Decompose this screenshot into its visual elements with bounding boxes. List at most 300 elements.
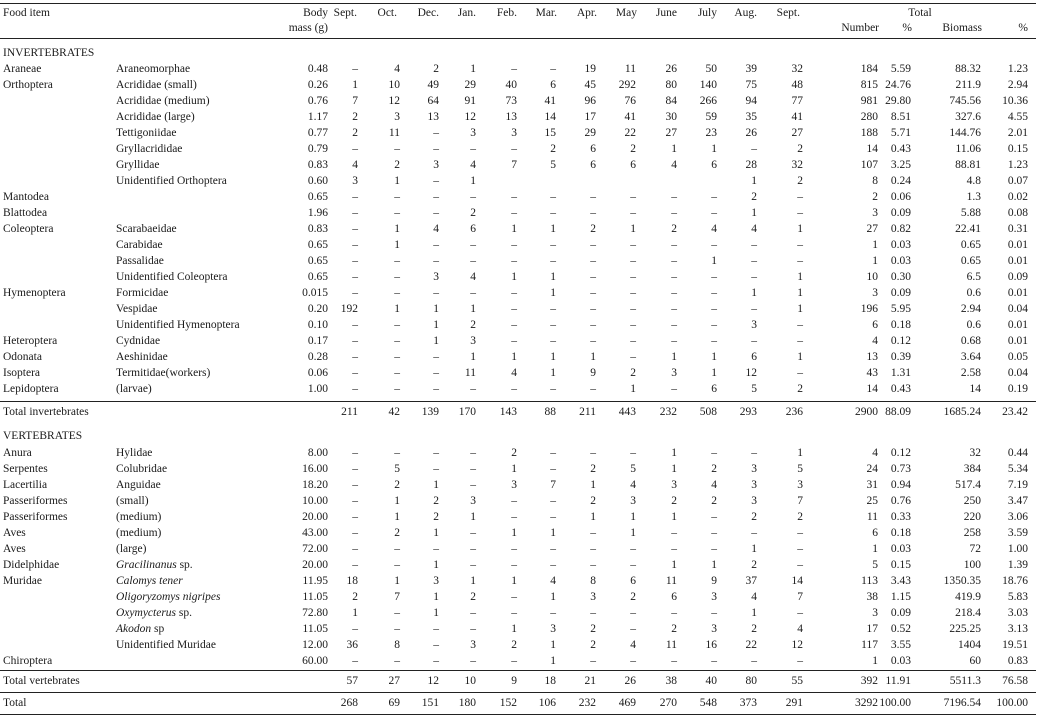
- month-count: –: [394, 271, 400, 283]
- month-count: 4: [511, 367, 517, 379]
- month-count: 2: [470, 319, 476, 331]
- pre-total-vertebrates-rule: [0, 670, 1036, 671]
- body-mass-value: 11.95: [302, 575, 328, 587]
- taxon-family-name: (small): [116, 495, 149, 507]
- total-number-percent: 3.55: [890, 639, 911, 651]
- total-biomass-percent: 3.06: [1007, 511, 1028, 523]
- total-number: 24: [866, 463, 878, 475]
- total-biomass: 4.8: [966, 175, 981, 187]
- taxon-order: Serpentes: [3, 463, 48, 475]
- month-count: 40: [705, 675, 717, 687]
- month-count: 1: [671, 511, 677, 523]
- month-count: –: [394, 351, 400, 363]
- total-biomass: 2.94: [960, 303, 981, 315]
- header-month-1: Sept.: [333, 7, 357, 19]
- month-count: –: [590, 239, 596, 251]
- total-biomass: 88.81: [955, 159, 981, 171]
- month-count: 1: [711, 143, 717, 155]
- month-count: –: [470, 655, 476, 667]
- month-count: 2: [352, 127, 358, 139]
- month-count: –: [433, 239, 439, 251]
- month-count: 2: [470, 591, 476, 603]
- total-biomass-percent: 0.01: [1007, 287, 1028, 299]
- month-count: –: [352, 335, 358, 347]
- month-count: –: [797, 335, 803, 347]
- month-count: –: [511, 655, 517, 667]
- header-month-6: Mar.: [535, 7, 557, 19]
- month-count: 35: [745, 111, 757, 123]
- month-count: –: [433, 623, 439, 635]
- total-number-percent: 0.15: [890, 559, 911, 571]
- month-count: –: [590, 271, 596, 283]
- month-count: –: [352, 367, 358, 379]
- month-count: 1: [797, 223, 803, 235]
- month-count: 2: [352, 591, 358, 603]
- month-count: 2: [797, 511, 803, 523]
- month-count: –: [671, 271, 677, 283]
- month-count: 1: [711, 559, 717, 571]
- taxon-order: Heteroptera: [3, 335, 58, 347]
- total-label: Total vertebrates: [3, 675, 80, 687]
- total-number: 38: [866, 591, 878, 603]
- total-number-percent: 0.94: [890, 479, 911, 491]
- body-mass-value: 0.65: [307, 191, 328, 203]
- month-count: 268: [340, 697, 358, 709]
- month-count: 106: [538, 697, 556, 709]
- month-count: 7: [797, 495, 803, 507]
- month-count: –: [711, 239, 717, 251]
- section-heading: INVERTEBRATES: [3, 47, 95, 59]
- pre-total-rule: [0, 692, 1036, 693]
- month-count: 1: [433, 607, 439, 619]
- month-count: –: [797, 207, 803, 219]
- total-number-percent: 0.09: [890, 607, 911, 619]
- month-count: 75: [745, 79, 757, 91]
- month-count: –: [352, 447, 358, 459]
- taxon-family-name: Calomys tener: [116, 575, 183, 587]
- month-count: 232: [578, 697, 596, 709]
- total-biomass-percent: 5.83: [1007, 591, 1028, 603]
- total-biomass: 258: [963, 527, 981, 539]
- month-count: 180: [458, 697, 476, 709]
- taxon-order: Lepidoptera: [3, 383, 59, 395]
- total-biomass: 211.9: [955, 79, 981, 91]
- total-number: 117: [861, 639, 878, 651]
- month-count: 508: [699, 406, 717, 418]
- month-count: 6: [550, 79, 556, 91]
- month-count: –: [711, 335, 717, 347]
- month-count: 3: [630, 495, 636, 507]
- total-biomass: 144.76: [949, 127, 981, 139]
- month-count: –: [590, 543, 596, 555]
- month-count: 1: [671, 447, 677, 459]
- month-count: 548: [699, 697, 717, 709]
- month-count: 140: [699, 79, 717, 91]
- month-count: –: [797, 319, 803, 331]
- body-mass-value: 0.015: [302, 287, 328, 299]
- month-count: 1: [671, 559, 677, 571]
- taxon-order: Aves: [3, 543, 26, 555]
- taxon-order: Mantodea: [3, 191, 49, 203]
- month-count: –: [352, 191, 358, 203]
- taxon-family: [116, 142, 182, 156]
- total-biomass-percent: 0.02: [1007, 191, 1028, 203]
- total-biomass-percent: 0.31: [1007, 223, 1028, 235]
- month-count: 1: [711, 255, 717, 267]
- month-count: –: [352, 527, 358, 539]
- month-count: –: [711, 303, 717, 315]
- total-biomass: 419.9: [955, 591, 981, 603]
- month-count: 64: [427, 95, 439, 107]
- taxon-order: Hymenoptera: [3, 287, 66, 299]
- month-count: –: [433, 655, 439, 667]
- month-count: –: [751, 271, 757, 283]
- month-count: 291: [785, 697, 803, 709]
- month-count: –: [590, 255, 596, 267]
- month-count: 139: [421, 406, 439, 418]
- header-food-item: Food item: [3, 7, 50, 19]
- month-count: 2: [751, 559, 757, 571]
- month-count: 73: [505, 95, 517, 107]
- total-biomass: 517.4: [955, 479, 981, 491]
- total-number: 188: [860, 127, 878, 139]
- month-count: –: [352, 511, 358, 523]
- month-count: 13: [427, 111, 439, 123]
- month-count: 26: [745, 127, 757, 139]
- total-number-percent: 0.43: [890, 383, 911, 395]
- month-count: –: [433, 639, 439, 651]
- month-count: 11: [665, 639, 677, 651]
- month-count: –: [511, 559, 517, 571]
- month-count: 27: [388, 675, 400, 687]
- total-number-percent: 5.95: [890, 303, 911, 315]
- total-biomass-percent: 0.08: [1007, 207, 1028, 219]
- total-number-percent: 0.03: [890, 239, 911, 251]
- total-biomass-percent: 7.19: [1007, 479, 1028, 491]
- month-count: 1: [394, 175, 400, 187]
- month-count: 6: [711, 159, 717, 171]
- month-count: 6: [751, 351, 757, 363]
- month-count: 2: [630, 143, 636, 155]
- total-biomass-percent: 5.34: [1007, 463, 1028, 475]
- month-count: 1: [511, 527, 517, 539]
- month-count: –: [671, 239, 677, 251]
- month-count: 23: [705, 127, 717, 139]
- month-count: 1: [751, 207, 757, 219]
- total-biomass: 384: [963, 463, 981, 475]
- taxon-family-name: Passalidae: [116, 255, 164, 267]
- month-count: 3: [394, 111, 400, 123]
- month-count: –: [550, 495, 556, 507]
- header-rule: [0, 38, 1036, 39]
- month-count: –: [630, 623, 636, 635]
- month-count: 2: [394, 527, 400, 539]
- month-count: –: [630, 303, 636, 315]
- body-mass-value: 0.83: [307, 159, 328, 171]
- month-count: 6: [590, 143, 596, 155]
- month-count: 1: [511, 223, 517, 235]
- total-biomass: 1.3: [966, 191, 981, 203]
- month-count: 2: [797, 143, 803, 155]
- month-count: –: [470, 623, 476, 635]
- total-number: 5: [872, 559, 878, 571]
- month-count: 1: [797, 303, 803, 315]
- month-count: –: [671, 255, 677, 267]
- taxon-family-name: Termitidae(workers): [116, 367, 211, 379]
- top-rule: [0, 3, 1036, 4]
- month-count: –: [394, 655, 400, 667]
- month-count: –: [711, 319, 717, 331]
- total-number-percent: 3.43: [890, 575, 911, 587]
- total-biomass-percent: 0.83: [1007, 655, 1028, 667]
- taxon-family: [116, 94, 210, 108]
- month-count: –: [550, 607, 556, 619]
- month-count: 2: [671, 223, 677, 235]
- month-count: –: [550, 383, 556, 395]
- month-count: –: [511, 191, 517, 203]
- month-count: 1: [352, 79, 358, 91]
- month-count: 57: [346, 675, 358, 687]
- total-biomass-percent: 2.01: [1007, 127, 1028, 139]
- month-count: 1: [550, 655, 556, 667]
- month-count: –: [394, 191, 400, 203]
- month-count: 4: [751, 223, 757, 235]
- month-count: –: [511, 319, 517, 331]
- month-count: 22: [745, 639, 757, 651]
- month-count: 7: [797, 591, 803, 603]
- month-count: 1: [394, 239, 400, 251]
- total-biomass: 11.06: [955, 143, 981, 155]
- month-count: –: [433, 447, 439, 459]
- total-number: 184: [860, 63, 878, 75]
- month-count: 15: [544, 127, 556, 139]
- month-count: 5: [797, 463, 803, 475]
- total-biomass: 745.56: [949, 95, 981, 107]
- total-number-percent: 0.30: [890, 271, 911, 283]
- month-count: –: [590, 335, 596, 347]
- month-count: –: [470, 255, 476, 267]
- header-percent-biomass: %: [1018, 22, 1028, 34]
- month-count: 3: [751, 463, 757, 475]
- month-count: –: [671, 287, 677, 299]
- total-biomass: 327.6: [955, 111, 981, 123]
- month-count: 14: [791, 575, 803, 587]
- month-count: –: [511, 591, 517, 603]
- total-biomass-percent: 0.15: [1007, 143, 1028, 155]
- month-count: –: [394, 543, 400, 555]
- month-count: 5: [550, 159, 556, 171]
- taxon-order: Orthoptera: [3, 79, 53, 91]
- total-biomass: 5.88: [960, 207, 981, 219]
- taxon-family: [116, 366, 210, 380]
- month-count: 3: [751, 319, 757, 331]
- month-count: –: [511, 607, 517, 619]
- taxon-family-name: Carabidae: [116, 239, 163, 251]
- taxon-family-name: Gryllidae: [116, 159, 160, 171]
- month-count: –: [511, 143, 517, 155]
- body-mass-value: 72.80: [302, 607, 328, 619]
- month-count: –: [797, 255, 803, 267]
- total-number-percent: 0.09: [890, 287, 911, 299]
- month-count: 1: [550, 367, 556, 379]
- total-biomass: 0.6: [966, 287, 981, 299]
- month-count: 3: [433, 271, 439, 283]
- month-count: –: [711, 543, 717, 555]
- month-count: –: [550, 319, 556, 331]
- month-count: 3: [797, 479, 803, 491]
- month-count: –: [394, 447, 400, 459]
- total-label: Total: [3, 697, 27, 709]
- month-count: 6: [671, 591, 677, 603]
- month-count: –: [394, 367, 400, 379]
- month-count: –: [630, 559, 636, 571]
- taxon-family: [116, 126, 177, 140]
- month-count: –: [797, 527, 803, 539]
- month-count: 3: [751, 479, 757, 491]
- month-count: 2: [433, 63, 439, 75]
- month-count: –: [751, 447, 757, 459]
- month-count: –: [433, 207, 439, 219]
- month-count: 2: [590, 223, 596, 235]
- month-count: 1: [470, 575, 476, 587]
- month-count: 443: [618, 406, 636, 418]
- total-number: 815: [860, 79, 878, 91]
- month-count: 152: [499, 697, 517, 709]
- header-month-10: July: [697, 7, 717, 19]
- month-count: –: [751, 143, 757, 155]
- total-biomass: 3.64: [960, 351, 981, 363]
- month-count: 4: [352, 159, 358, 171]
- taxon-family-name: Tettigoniidae: [116, 127, 177, 139]
- taxon-family-name: Oxymycterus: [116, 607, 177, 619]
- total-biomass-percent: 0.01: [1007, 335, 1028, 347]
- taxon-family-name: Hylidae: [116, 447, 153, 459]
- total-number: 10: [866, 271, 878, 283]
- month-count: –: [550, 239, 556, 251]
- total-biomass: 0.6: [966, 319, 981, 331]
- month-count: 4: [470, 159, 476, 171]
- month-count: –: [394, 255, 400, 267]
- month-count: –: [671, 207, 677, 219]
- total-biomass: 1685.24: [943, 406, 981, 418]
- month-count: –: [433, 255, 439, 267]
- month-count: 1: [711, 351, 717, 363]
- total-number-percent: 5.59: [890, 63, 911, 75]
- total-number: 11: [866, 511, 878, 523]
- total-number-percent: 0.76: [890, 495, 911, 507]
- month-count: 1: [671, 351, 677, 363]
- month-count: 1: [550, 639, 556, 651]
- month-count: –: [751, 527, 757, 539]
- month-count: 80: [745, 675, 757, 687]
- month-count: –: [550, 511, 556, 523]
- total-number-percent: 0.03: [890, 255, 911, 267]
- header-month-2: Oct.: [377, 7, 397, 19]
- month-count: 11: [388, 127, 400, 139]
- total-number-percent: 29.80: [885, 95, 911, 107]
- section-heading: VERTEBRATES: [3, 430, 83, 442]
- month-count: 5: [751, 383, 757, 395]
- total-number: 27: [866, 223, 878, 235]
- month-count: –: [394, 287, 400, 299]
- month-count: –: [797, 655, 803, 667]
- total-biomass: 225.25: [949, 623, 981, 635]
- taxon-family: [116, 574, 183, 588]
- month-count: –: [394, 335, 400, 347]
- month-count: 3: [433, 159, 439, 171]
- total-number: 1: [872, 655, 878, 667]
- total-number-percent: 0.18: [890, 527, 911, 539]
- month-count: 4: [550, 575, 556, 587]
- body-mass-value: 0.17: [307, 335, 328, 347]
- month-count: 36: [346, 639, 358, 651]
- total-number-percent: 0.82: [890, 223, 911, 235]
- total-number: 280: [860, 111, 878, 123]
- month-count: –: [470, 191, 476, 203]
- month-count: 7: [352, 95, 358, 107]
- taxon-family-name: Unidentified Orthoptera: [116, 175, 227, 187]
- month-count: –: [433, 543, 439, 555]
- month-count: 1: [394, 303, 400, 315]
- taxon-family-name: Araneomorphae: [116, 63, 191, 75]
- taxon-order: Blattodea: [3, 207, 48, 219]
- total-biomass: 2.58: [960, 367, 981, 379]
- total-number: 1: [872, 255, 878, 267]
- taxon-family: [116, 382, 152, 396]
- month-count: 3: [433, 575, 439, 587]
- month-count: 7: [394, 591, 400, 603]
- total-number-percent: 1.31: [890, 367, 911, 379]
- taxon-family: [116, 334, 160, 348]
- body-mass-value: 43.00: [302, 527, 328, 539]
- taxon-family: [116, 254, 164, 268]
- month-count: 293: [739, 406, 757, 418]
- month-count: 1: [433, 527, 439, 539]
- taxon-family-suffix: sp.: [176, 607, 193, 619]
- month-count: –: [550, 191, 556, 203]
- month-count: –: [470, 559, 476, 571]
- taxon-order: Chiroptera: [3, 655, 53, 667]
- month-count: 76: [624, 95, 636, 107]
- month-count: 1: [511, 351, 517, 363]
- month-count: 192: [340, 303, 358, 315]
- month-count: –: [630, 655, 636, 667]
- header-biomass: Biomass: [942, 22, 982, 34]
- header-month-9: June: [655, 7, 677, 19]
- month-count: 7: [511, 159, 517, 171]
- total-biomass-percent: 19.51: [1002, 639, 1028, 651]
- month-count: –: [671, 655, 677, 667]
- month-count: 12: [791, 639, 803, 651]
- month-count: 9: [590, 367, 596, 379]
- month-count: 41: [791, 111, 803, 123]
- total-biomass-percent: 3.03: [1007, 607, 1028, 619]
- month-count: –: [352, 255, 358, 267]
- taxon-family-name: Aeshinidae: [116, 351, 168, 363]
- total-number-percent: 0.09: [890, 207, 911, 219]
- month-count: 2: [671, 495, 677, 507]
- month-count: 45: [584, 79, 596, 91]
- month-count: –: [550, 255, 556, 267]
- month-count: 12: [745, 367, 757, 379]
- month-count: –: [671, 319, 677, 331]
- month-count: –: [511, 207, 517, 219]
- taxon-order: Coleoptera: [3, 223, 54, 235]
- total-biomass: 100: [963, 559, 981, 571]
- month-count: –: [671, 607, 677, 619]
- month-count: –: [711, 511, 717, 523]
- month-count: –: [352, 207, 358, 219]
